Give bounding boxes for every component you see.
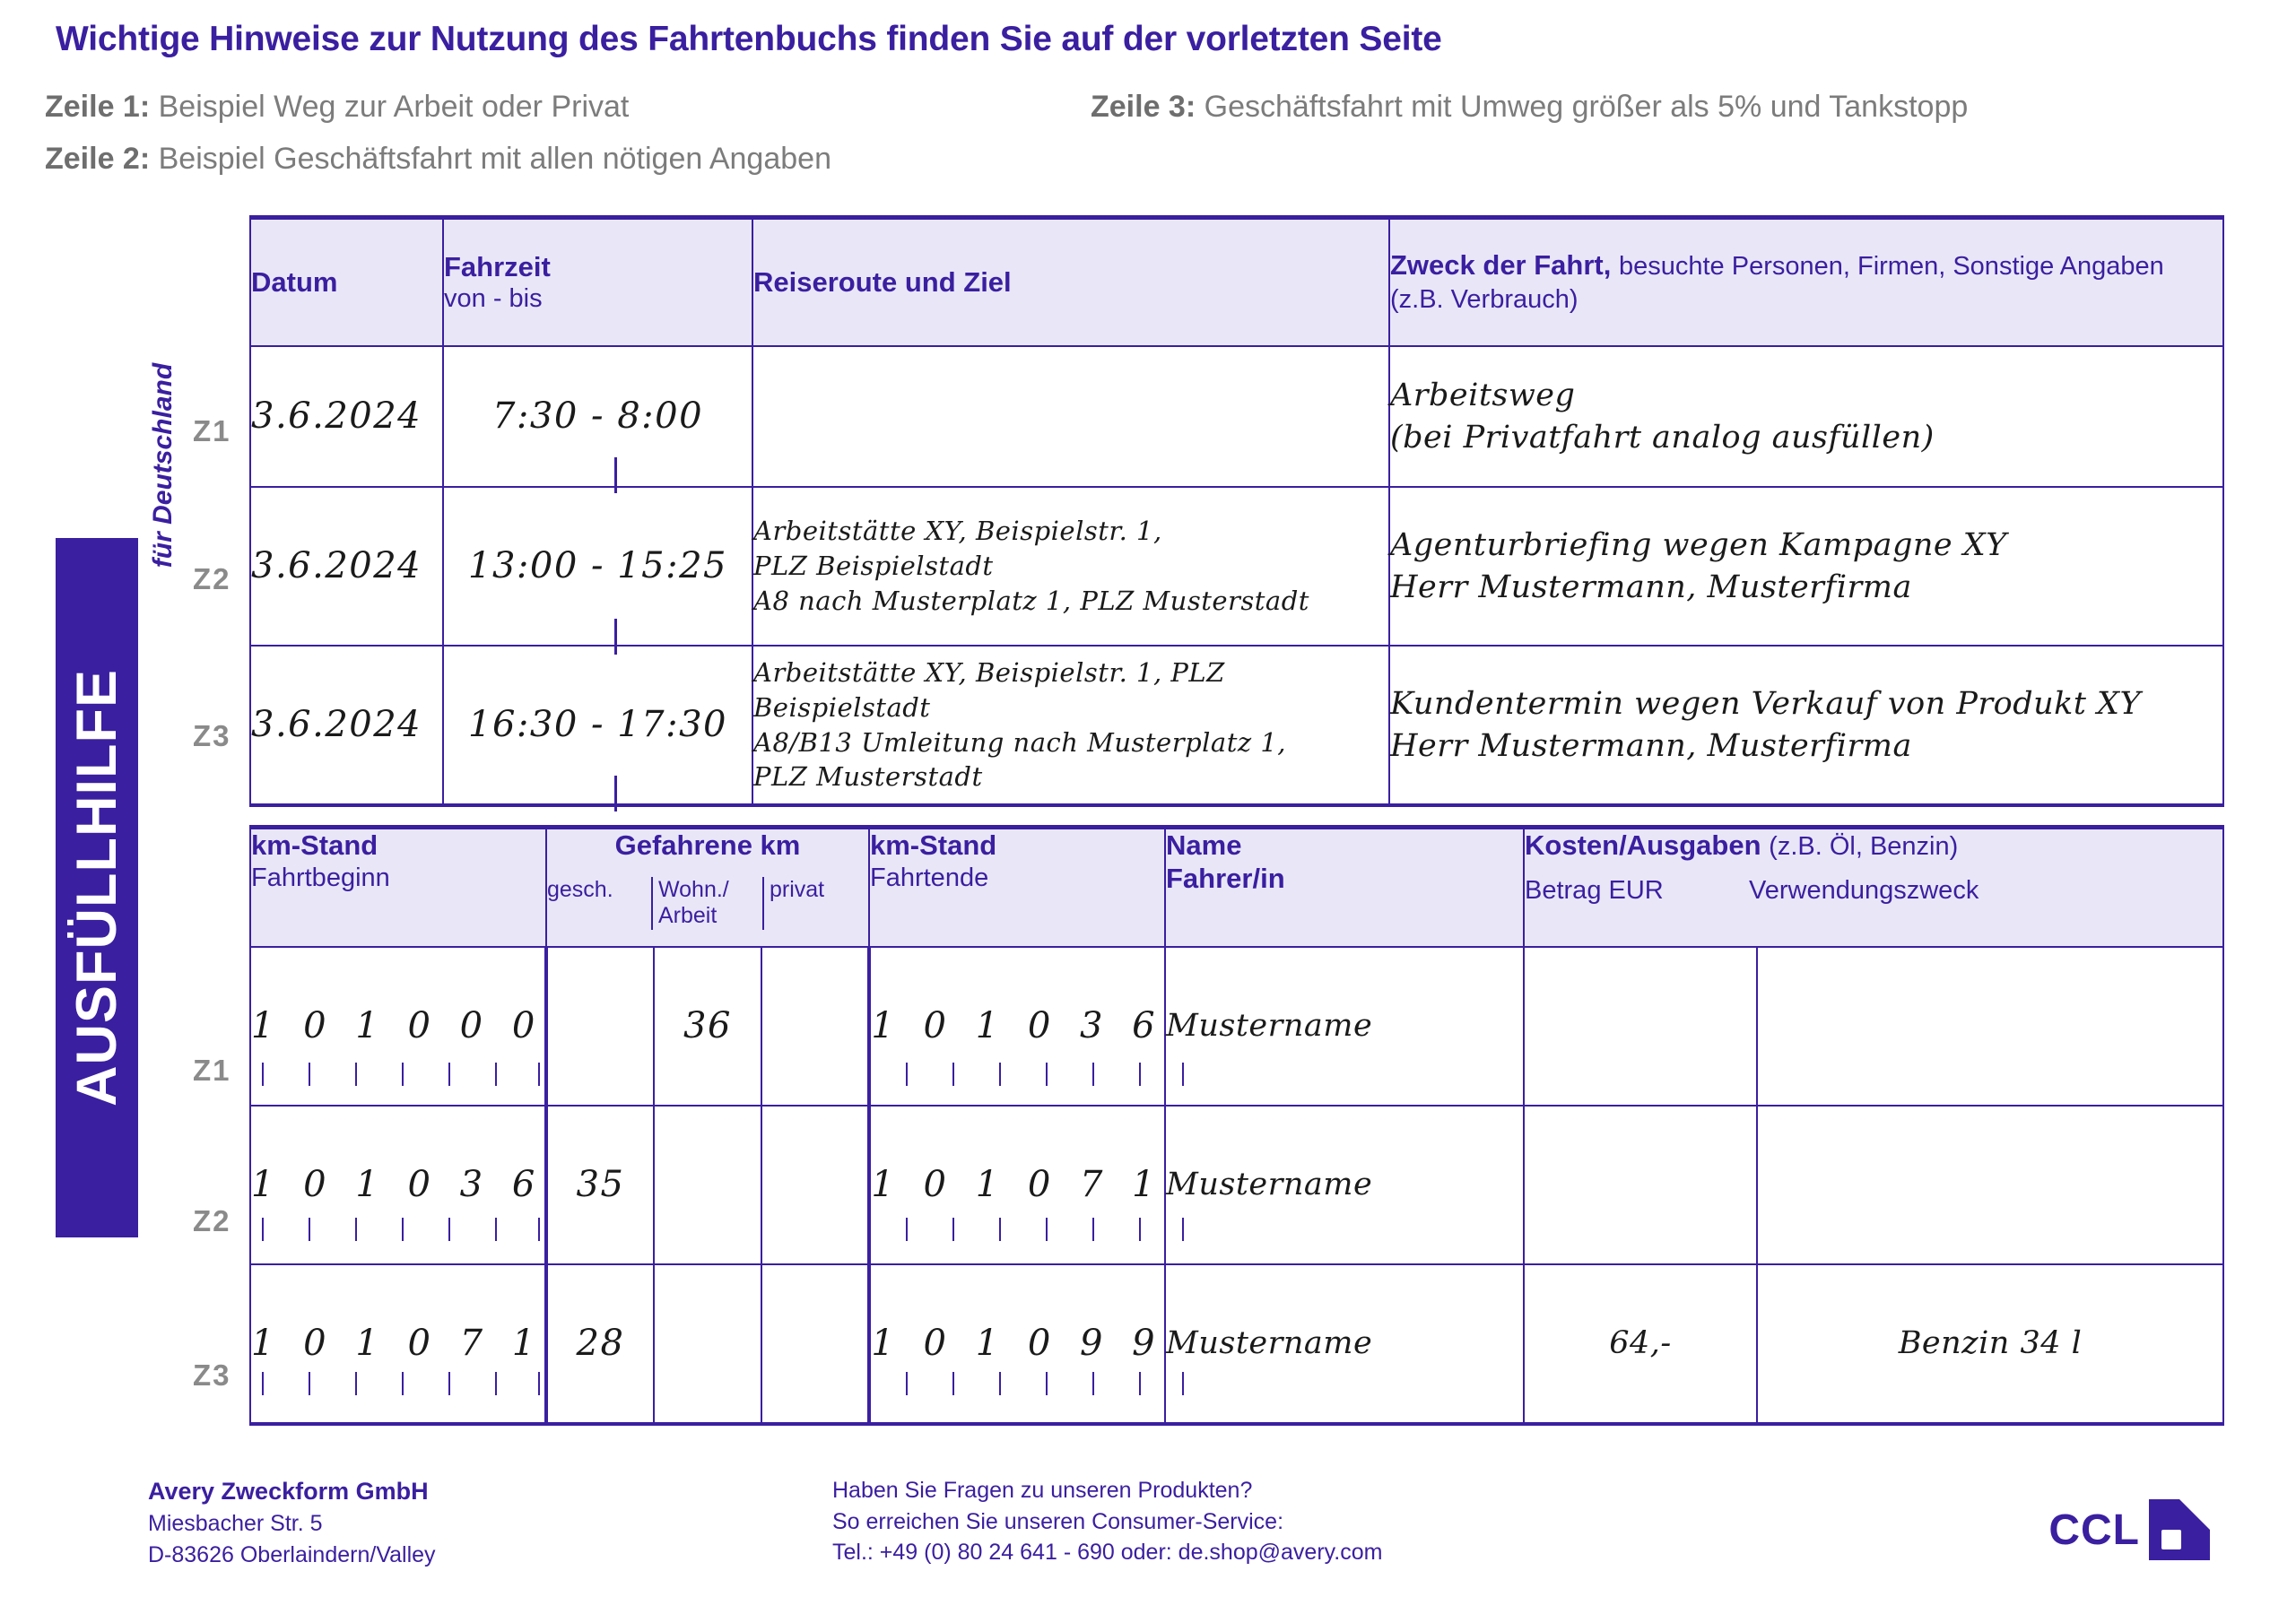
- cell-kmstart-z2: 1 0 1 0 3 6: [250, 1106, 546, 1264]
- cell-reiseroute-z3: Arbeitstätte XY, Beispielstr. 1, PLZ Beispielstadt A8/B13 Umleitung nach Musterplatz 1, PLZ Musterstadt: [752, 646, 1389, 805]
- cell-gesch-z1: [546, 947, 654, 1106]
- km-comb-start-z2: [262, 1218, 540, 1241]
- km-comb-end-z2: [906, 1218, 1184, 1241]
- cell-reiseroute-z1: [752, 346, 1389, 487]
- note-zeile-3-label: Zeile 3:: [1091, 90, 1196, 124]
- col-zweck: Zweck der Fahrt, besuchte Personen, Firmen, Sonstige Angaben (z.B. Verbrauch): [1389, 218, 2223, 347]
- cell-betrag-z1: [1524, 947, 1757, 1106]
- cell-name-z3: Mustername: [1165, 1264, 1524, 1424]
- fahrten-table-header-row: [250, 218, 2223, 347]
- note-zeile-3-text: Geschäftsfahrt mit Umweg größer als 5% und Tankstopp: [1204, 90, 1969, 124]
- ccl-wordmark: CCL: [2048, 1506, 2140, 1554]
- km-comb-start-z1: [262, 1063, 540, 1086]
- km-comb-start-z3: [262, 1372, 540, 1395]
- cell-fahrzeit-z1: 7:30 - 8:00: [443, 346, 752, 487]
- cell-wohn-z2: [654, 1106, 761, 1264]
- table-row: [250, 1264, 2223, 1424]
- col-kosten-ausgaben: Kosten/Ausgaben (z.B. Öl, Benzin) Betrag EUR Verwendungszweck: [1524, 828, 2223, 948]
- cell-privat-z3: [761, 1264, 869, 1424]
- cell-datum-z3: 3.6.2024: [250, 646, 443, 805]
- fuer-deutschland-wrapper: [56, 215, 178, 568]
- fahrzeit-tick-z3: [614, 776, 617, 812]
- col-name-fahrer: Name Fahrer/in: [1165, 828, 1524, 948]
- cell-name-z2: Mustername: [1165, 1106, 1524, 1264]
- col-km-stand-ende: km-Stand Fahrtende: [869, 828, 1165, 948]
- table-row: [250, 646, 2223, 805]
- footer-service-block: [832, 1475, 1382, 1568]
- cell-kmend-z2: 1 0 1 0 7 1: [869, 1106, 1165, 1264]
- col-km-stand-beginn: km-Stand Fahrtbeginn: [250, 828, 546, 948]
- cell-gesch-z3: 28: [546, 1264, 654, 1424]
- table-row: [250, 346, 2223, 487]
- row-label-z1-bottom: Z1: [193, 1054, 231, 1087]
- cell-privat-z1: [761, 947, 869, 1106]
- cell-wohn-z1: 36: [654, 947, 761, 1106]
- km-comb-end-z3: [906, 1372, 1184, 1395]
- fuer-deutschland-label: für Deutschland: [148, 362, 178, 568]
- cell-privat-z2: [761, 1106, 869, 1264]
- col-betrag: Betrag EUR: [1525, 875, 1664, 905]
- cell-datum-z1: 3.6.2024: [250, 346, 443, 487]
- footer-street: Miesbacher Str. 5: [148, 1511, 323, 1537]
- fahrzeit-tick-z1: [614, 457, 617, 493]
- ausfuellhilfe-tab-label: AUSFÜLLHILFE: [65, 669, 128, 1107]
- row-label-z2-top: Z2: [193, 562, 231, 595]
- row-label-z3-bottom: Z3: [193, 1358, 231, 1392]
- cell-verwendung-z1: [1757, 947, 2223, 1106]
- cell-reiseroute-z2: Arbeitstätte XY, Beispielstr. 1, PLZ Beispielstadt A8 nach Musterplatz 1, PLZ Musterstadt: [752, 487, 1389, 646]
- col-reiseroute: Reiseroute und Ziel: [752, 218, 1389, 347]
- row-label-z2-bottom: Z2: [193, 1204, 231, 1237]
- cell-kmstart-z3: 1 0 1 0 7 1: [250, 1264, 546, 1424]
- fahrzeit-tick-z2: [614, 619, 617, 655]
- footer-service-line: So erreichen Sie unseren Consumer-Service:: [832, 1508, 1284, 1534]
- table-row: [250, 487, 2223, 646]
- cell-zweck-z3: Kundentermin wegen Verkauf von Produkt XY Herr Mustermann, Musterfirma: [1389, 646, 2223, 805]
- cell-kmstart-z1: 1 0 1 0 0 0: [250, 947, 546, 1106]
- fahrten-table: [249, 215, 2224, 807]
- note-zeile-1-text: Beispiel Weg zur Arbeit oder Privat: [158, 90, 630, 124]
- col-gesch: gesch.: [547, 877, 653, 930]
- cell-gesch-z2: 35: [546, 1106, 654, 1264]
- note-zeile-1: [45, 90, 629, 125]
- cell-wohn-z3: [654, 1264, 761, 1424]
- cell-zweck-z2: Agenturbriefing wegen Kampagne XY Herr Mustermann, Musterfirma: [1389, 487, 2223, 646]
- km-comb-end-z1: [906, 1063, 1184, 1086]
- cell-datum-z2: 3.6.2024: [250, 487, 443, 646]
- km-table-header-row: [250, 828, 2223, 948]
- footer-contact: Tel.: +49 (0) 80 24 641 - 690 oder: de.shop@avery.com: [832, 1540, 1383, 1565]
- cell-kmend-z3: 1 0 1 0 9 9: [869, 1264, 1165, 1424]
- cell-name-z1: Mustername: [1165, 947, 1524, 1106]
- footer-company: Avery Zweckform GmbH: [148, 1478, 429, 1505]
- note-zeile-3: [1091, 90, 1968, 125]
- col-datum: Datum: [250, 218, 443, 347]
- ausfuellhilfe-tab: [56, 538, 138, 1237]
- note-zeile-2-text: Beispiel Geschäftsfahrt mit allen nötigen Angaben: [158, 142, 831, 176]
- col-fahrzeit: Fahrzeit von - bis: [443, 218, 752, 347]
- ccl-logo: [2048, 1499, 2210, 1560]
- footer-company-block: [148, 1475, 436, 1570]
- km-table: [249, 825, 2224, 1426]
- ccl-mark-icon: [2149, 1499, 2210, 1560]
- note-zeile-1-label: Zeile 1:: [45, 90, 151, 124]
- cell-betrag-z3: 64,-: [1524, 1264, 1757, 1424]
- cell-fahrzeit-z3: 16:30 - 17:30: [443, 646, 752, 805]
- col-verwendungszweck: Verwendungszweck: [1749, 875, 1979, 905]
- footer-city: D-83626 Oberlaindern/Valley: [148, 1541, 436, 1567]
- cell-kmend-z1: 1 0 1 0 3 6: [869, 947, 1165, 1106]
- cell-zweck-z1: Arbeitsweg (bei Privatfahrt analog ausfüllen): [1389, 346, 2223, 487]
- row-label-z1-top: Z1: [193, 414, 231, 447]
- note-zeile-2-label: Zeile 2:: [45, 142, 151, 176]
- row-label-z3-top: Z3: [193, 719, 231, 752]
- note-zeile-2: [45, 142, 831, 177]
- cell-fahrzeit-z2: 13:00 - 15:25: [443, 487, 752, 646]
- footer-question: Haben Sie Fragen zu unseren Produkten?: [832, 1478, 1253, 1503]
- page-title: Wichtige Hinweise zur Nutzung des Fahrtenbuchs finden Sie auf der vorletzten Seite: [56, 20, 1442, 58]
- col-wohn-arbeit: Wohn./ Arbeit: [653, 877, 764, 930]
- cell-verwendung-z2: [1757, 1106, 2223, 1264]
- table-row: [250, 1106, 2223, 1264]
- cell-betrag-z2: [1524, 1106, 1757, 1264]
- table-row: [250, 947, 2223, 1106]
- col-gefahrene-km: Gefahrene km gesch. Wohn./ Arbeit privat: [546, 828, 869, 948]
- col-privat: privat: [770, 876, 825, 902]
- cell-verwendung-z3: Benzin 34 l: [1757, 1264, 2223, 1424]
